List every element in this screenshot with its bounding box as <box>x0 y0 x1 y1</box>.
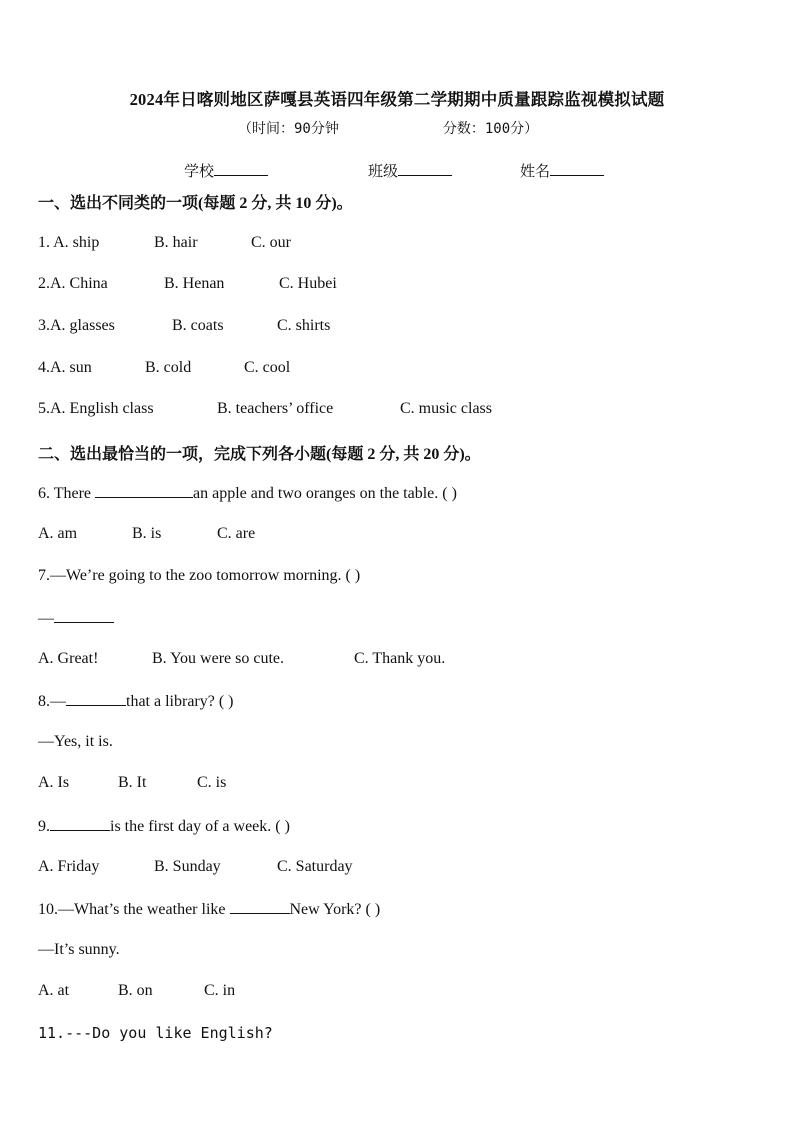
answer-blank[interactable] <box>230 899 290 914</box>
answer-blank[interactable] <box>66 691 126 706</box>
page-title: 2024年日喀则地区萨嘎县英语四年级第二学期期中质量跟踪监视模拟试题 <box>129 90 665 109</box>
question-6: 6. There an apple and two oranges on the table. ( ) <box>38 485 457 502</box>
question-11: 11.---Do you like English? <box>38 1024 273 1042</box>
answer-blank[interactable] <box>95 483 193 498</box>
question-7-reply: — <box>38 608 114 628</box>
question-9: 9. is the first day of a week. ( ) <box>38 818 290 835</box>
class-blank[interactable] <box>398 161 452 176</box>
question-10: 10.—What’s the weather like New York? ( ) <box>38 901 381 918</box>
exam-meta <box>238 118 538 138</box>
exam-page: 2024年日喀则地区萨嘎县英语四年级第二学期期中质量跟踪监视模拟试题 （时间：90分钟 分数：100分） 学校 班级 姓名 一、选出不同类的一项(每题 2 分, 共 10 分)。 1. A. ship B. hair C. our 2.A. China B. Henan C. Hubei 3.A. glasses B. coats C. shirts 4.A. sun B. cold C. cool 5.A. English class B. teachers’ office C. music class 二、选出最恰当的一项，完成下列各小题(每题 2 分, 共 20 分)。 6. There an apple and two oranges on the table. ( ) A. am B. is C. are 7.—We’re going to the zoo tomorrow morning. ( ) — A. Great! B. You were so cute. C. Thank you. 8.— that a library? ( ) —Yes, it is. A. Is B. It C. is 9. is the first day of a week. ( ) A. Friday B. Sunday C. Saturday 10.—What’s the weather like New York? ( ) —It’s sunny. A. at B. on C. in 11.---Do you like English? <box>0 0 794 1123</box>
section-2-heading: 二、选出最恰当的一项，完成下列各小题(每题 2 分, 共 20 分)。 <box>38 446 481 463</box>
answer-blank[interactable] <box>54 608 114 623</box>
class-field: 班级 <box>368 160 452 181</box>
name-blank[interactable] <box>550 161 604 176</box>
section-1-heading: 一、选出不同类的一项(每题 2 分, 共 10 分)。 <box>38 195 353 212</box>
total-score: 分数：100分） <box>442 121 539 137</box>
question-7: 7.—We’re going to the zoo tomorrow morning. ( ) <box>38 567 361 584</box>
question-8: 8.— that a library? ( ) <box>38 693 234 710</box>
name-field: 姓名 <box>520 160 604 181</box>
school-blank[interactable] <box>214 161 268 176</box>
time-limit: （时间：90分钟 <box>238 121 339 137</box>
answer-blank[interactable] <box>50 816 110 831</box>
school-field: 学校 <box>184 160 268 181</box>
question-10-reply: —It’s sunny. <box>38 941 120 958</box>
question-8-reply: —Yes, it is. <box>38 733 113 750</box>
